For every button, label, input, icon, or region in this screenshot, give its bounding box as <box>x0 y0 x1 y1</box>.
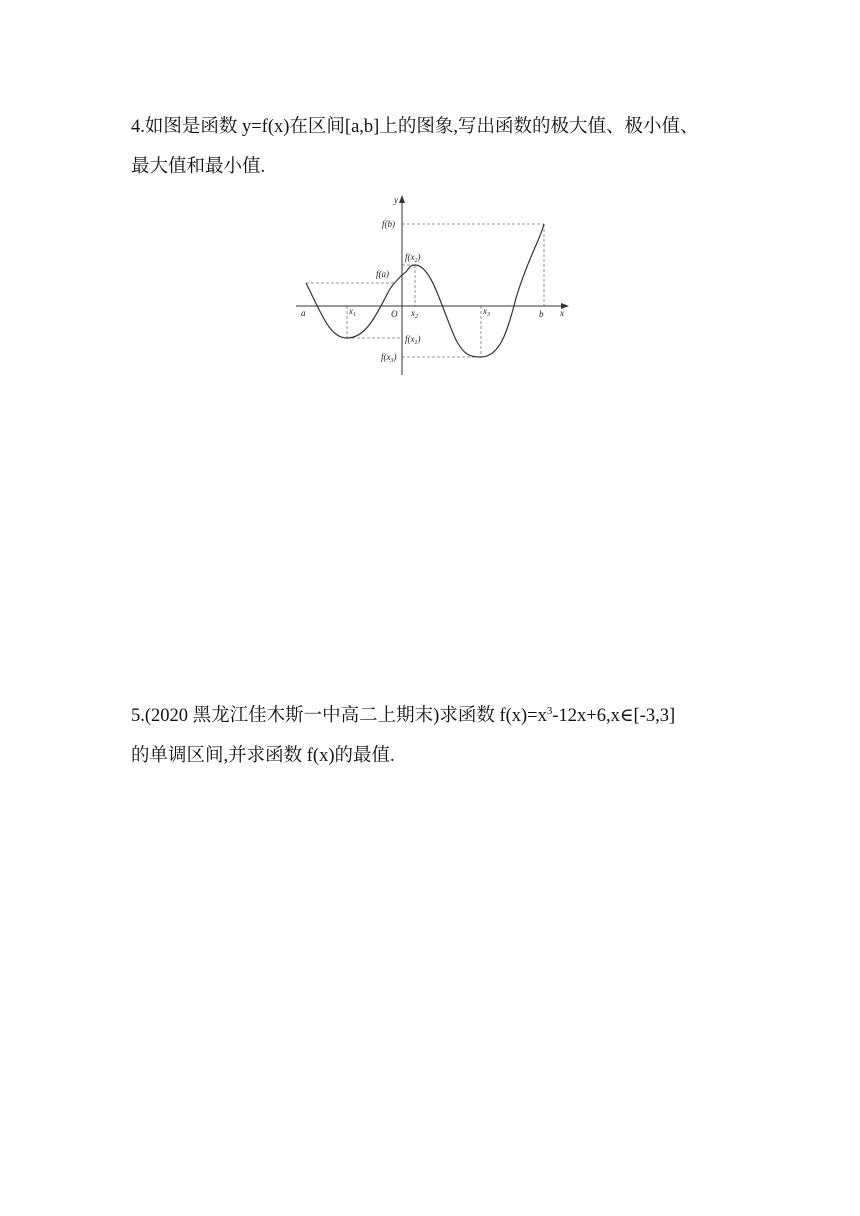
x2-label: $x_2$ <box>411 308 418 320</box>
question-5 <box>131 696 751 776</box>
exponent: 3 <box>546 705 553 717</box>
a-label: a <box>301 308 306 318</box>
y-axis-label: y <box>394 195 398 205</box>
question-5-line-2: 的单调区间,并求函数 f(x)的最值. <box>131 746 395 766</box>
x3-label: $x_3$ <box>483 306 490 318</box>
question-4-line-2: 最大值和最小值. <box>131 157 266 177</box>
fx3-label: $f(x_3)$ <box>381 352 397 364</box>
fa-label: f(a) <box>376 269 389 279</box>
question-5-text-post: -12x+6,x∈[-3,3] <box>552 706 676 726</box>
function-graph-figure <box>290 190 580 378</box>
fx2-label: $f(x_2)$ <box>405 252 421 264</box>
question-5-text-pre: 5.(2020 黑龙江佳木斯一中高二上期末)求函数 f(x)=x <box>131 706 547 726</box>
origin-label: O <box>391 309 398 319</box>
function-curve <box>306 224 544 357</box>
question-4-line-1: 4.如图是函数 y=f(x)在区间[a,b]上的图象,写出函数的极大值、极小值、 <box>131 117 699 137</box>
fb-label: f(b) <box>382 219 395 229</box>
x1-label: $x_1$ <box>349 306 356 318</box>
question-4 <box>131 107 751 187</box>
y-axis-arrow <box>399 195 405 203</box>
question-5-line-1 <box>131 696 751 736</box>
x-axis-label: x <box>560 308 564 318</box>
b-label: b <box>539 309 544 319</box>
fx1-label: $f(x_1)$ <box>405 334 421 346</box>
